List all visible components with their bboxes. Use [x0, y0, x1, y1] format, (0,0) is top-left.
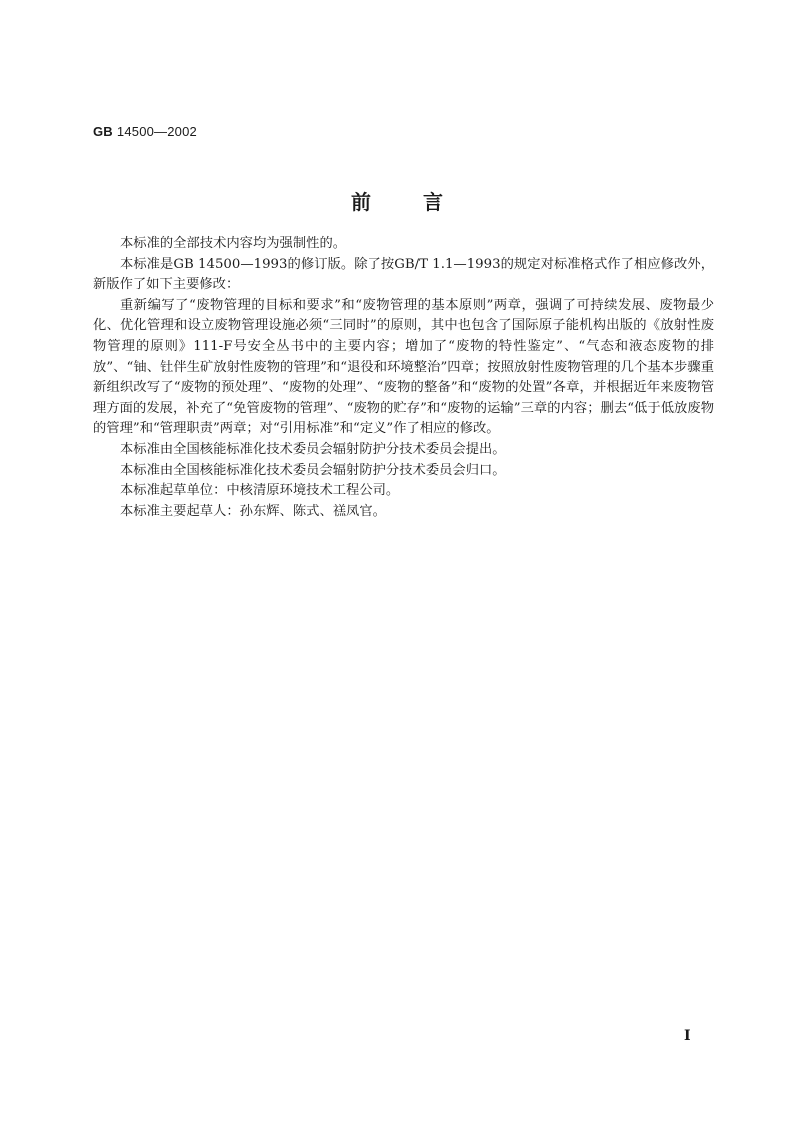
- paragraph-changes: 重新编写了“废物管理的目标和要求”和“废物管理的基本原则”两章，强调了可持续发展、废物最少化、优化管理和设立废物管理设施必须“三同时”的原则，其中也包含了国际原子能机构出版的《放射性废物管理的原则》111-F号安全丛书中的主要内容；增加了“废物的特性鉴定”、“气态和液态废物的排放”、“铀、钍伴生矿放射性废物的管理”和“退役和环境整治”四章；按照放射性废物管理的几个基本步骤重新组织改写了“废物的预处理”、“废物的处理”、“废物的整备”和“废物的处置”各章，并根据近年来废物管理方面的发展，补充了“免管废物的管理”、“废物的贮存”和“废物的运输”三章的内容；删去“低于低放废物的管理”和“管理职责”两章；对“引用标准”和“定义”作了相应的修改。: [93, 297, 714, 437]
- paragraph-proposed-by: 本标准由全国核能标准化技术委员会辐射防护分技术委员会提出。: [120, 441, 506, 457]
- standard-prefix: GB: [93, 124, 113, 139]
- page-title: 前言: [351, 190, 495, 214]
- paragraph-revision: 本标准是GB 14500—1993的修订版。除了按GB/T 1.1—1993的规定对标准格式作了相应修改外，新版作了如下主要修改：: [93, 256, 714, 293]
- paragraph-drafters: 本标准主要起草人：孙东辉、陈式、禚凤官。: [120, 503, 386, 519]
- page-number: Ⅰ: [684, 1028, 691, 1044]
- paragraph-drafting-unit: 本标准起草单位：中核清原环境技术工程公司。: [120, 483, 400, 499]
- standard-number: 14500—2002: [116, 124, 197, 139]
- paragraph-centralized-by: 本标准由全国核能标准化技术委员会辐射防护分技术委员会归口。: [120, 462, 506, 478]
- paragraph-mandatory: 本标准的全部技术内容均为强制性的。: [120, 236, 347, 251]
- foreword-body: [93, 234, 714, 522]
- standard-code: [93, 124, 197, 139]
